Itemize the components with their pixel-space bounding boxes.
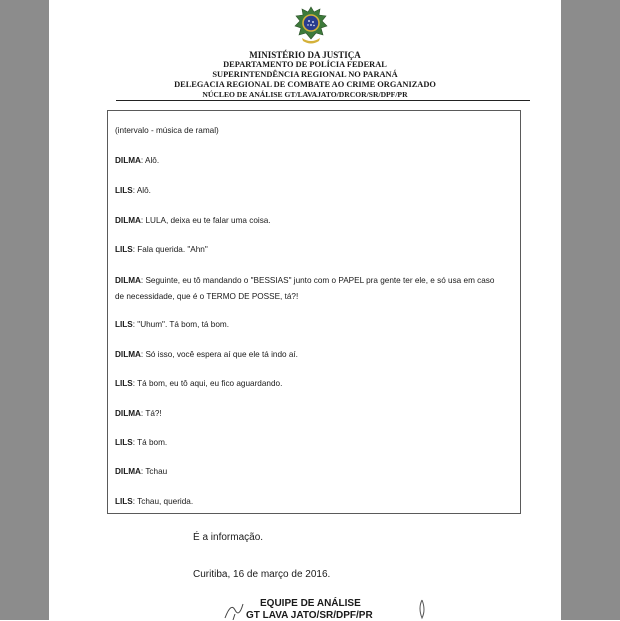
speaker-name: DILMA	[115, 156, 141, 165]
speech-text: : Seguinte, eu tô mandando o "BESSIAS" junto com o PAPEL pra gente ter ele, e só usa em caso	[140, 276, 495, 285]
team-name-line1: EQUIPE DE ANÁLISE	[260, 598, 361, 609]
signature-scribble-right	[415, 598, 429, 620]
team-name-line2: GT LAVA JATO/SR/DPF/PR	[246, 610, 373, 621]
speaker-name: LILS	[115, 379, 133, 388]
right-margin-gray	[561, 0, 620, 620]
transcript-entry	[115, 276, 494, 285]
speech-text: : Alô.	[132, 186, 151, 195]
closing-info: É a informação.	[193, 532, 264, 543]
speaker-name: DILMA	[115, 276, 141, 285]
transcript-intro: (intervalo - música de ramal)	[115, 126, 219, 135]
speech-text: : Só isso, você espera aí que ele tá indo aí.	[140, 350, 298, 359]
speaker-name: LILS	[115, 186, 133, 195]
transcript-entry	[115, 245, 208, 254]
transcript-entry	[115, 438, 167, 447]
speech-text: : "Uhum". Tá bom, tá bom.	[132, 320, 229, 329]
transcript-entry	[115, 409, 162, 418]
speech-text-continuation: de necessidade, que é o TERMO DE POSSE, tá?!	[115, 292, 299, 301]
transcript-box	[107, 110, 521, 514]
speech-text: : Fala querida. "Ahn"	[132, 245, 208, 254]
transcript-entry	[115, 497, 193, 506]
speech-text: : Alô.	[140, 156, 160, 165]
speech-text: : Tá?!	[140, 409, 162, 418]
speech-text: : LULA, deixa eu te falar uma coisa.	[140, 216, 271, 225]
speaker-name: DILMA	[115, 216, 141, 225]
transcript-entry	[115, 379, 282, 388]
transcript-entry	[115, 320, 229, 329]
speaker-name: LILS	[115, 245, 133, 254]
transcript-entry	[115, 350, 298, 359]
speech-text: : Tá bom.	[132, 438, 168, 447]
transcript-entry	[115, 156, 159, 165]
transcript-entry	[115, 467, 167, 476]
speaker-name: LILS	[115, 320, 133, 329]
header-superintendence: SUPERINTENDÊNCIA REGIONAL NO PARANÁ	[212, 70, 398, 79]
header-ministry: MINISTÉRIO DA JUSTIÇA	[249, 50, 361, 60]
transcript-entry	[115, 216, 271, 225]
speaker-name: DILMA	[115, 350, 141, 359]
header-department: DEPARTAMENTO DE POLÍCIA FEDERAL	[223, 60, 387, 69]
header-delegacia: DELEGACIA REGIONAL DE COMBATE AO CRIME ORGANIZADO	[174, 80, 436, 89]
document-page	[49, 0, 561, 620]
speaker-name: DILMA	[115, 467, 141, 476]
header-divider	[116, 100, 530, 101]
transcript-entry	[115, 186, 151, 195]
speech-text: : Tá bom, eu tô aqui, eu fico aguardando.	[132, 379, 283, 388]
speech-text: : Tchau, querida.	[132, 497, 194, 506]
coat-of-arms-icon	[293, 6, 329, 46]
speaker-name: LILS	[115, 497, 133, 506]
left-margin-gray	[0, 0, 49, 620]
header-nucleo: NÚCLEO DE ANÁLISE GT/LAVAJATO/DRCOR/SR/DPF/PR	[202, 90, 408, 99]
speech-text: : Tchau	[140, 467, 168, 476]
place-and-date: Curitiba, 16 de março de 2016.	[193, 569, 331, 580]
speaker-name: LILS	[115, 438, 133, 447]
speaker-name: DILMA	[115, 409, 141, 418]
